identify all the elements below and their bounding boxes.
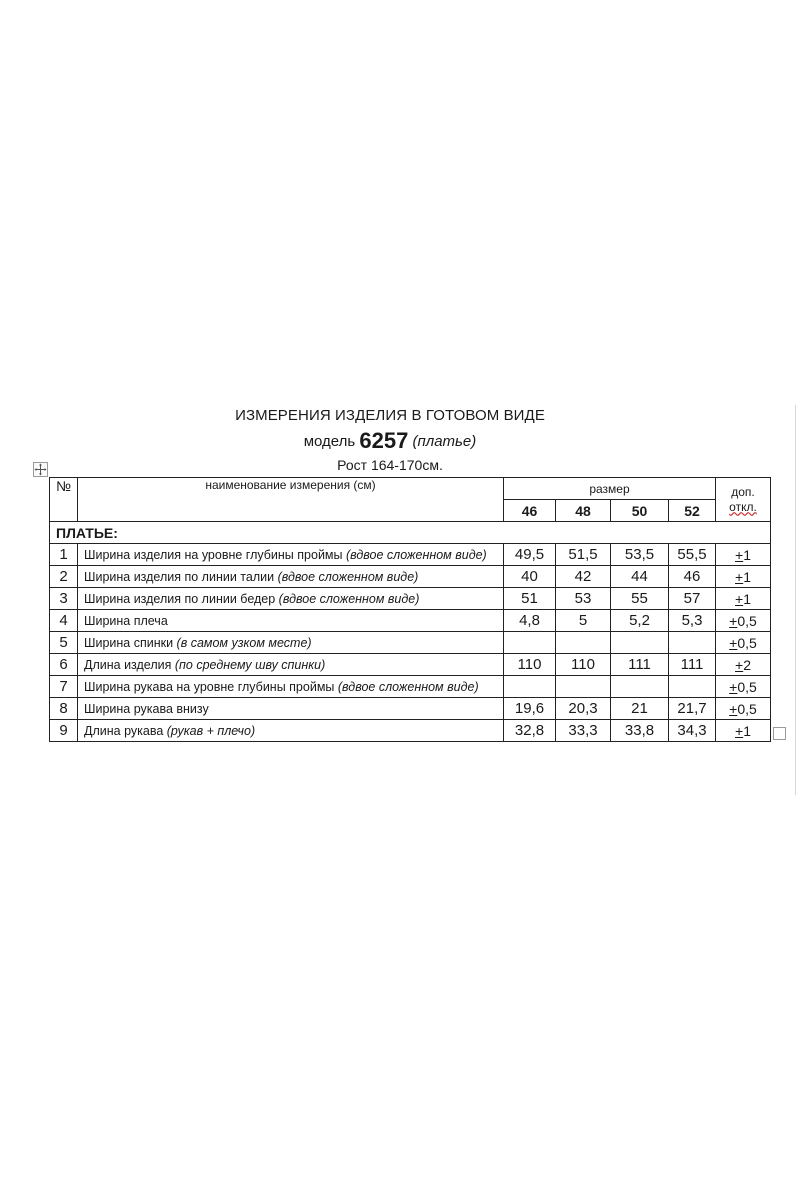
measurement-name bbox=[78, 544, 504, 566]
measurement-label: Ширина изделия на уровне глубины проймы bbox=[84, 547, 346, 562]
size-value: 5,2 bbox=[611, 610, 669, 632]
size-value: 55,5 bbox=[669, 544, 716, 566]
tolerance-sign: + bbox=[729, 700, 738, 717]
size-value bbox=[556, 632, 611, 654]
measurement-label: Ширина спинки bbox=[84, 635, 177, 650]
size-value: 57 bbox=[669, 588, 716, 610]
measurement-name bbox=[78, 698, 504, 720]
header-tolerance-line1: доп. bbox=[731, 484, 755, 499]
table-row bbox=[50, 544, 771, 566]
size-value bbox=[504, 632, 556, 654]
row-number: 7 bbox=[50, 676, 78, 698]
size-value bbox=[669, 632, 716, 654]
tolerance-value bbox=[716, 588, 771, 610]
tolerance-amount: 1 bbox=[743, 722, 751, 739]
row-number: 8 bbox=[50, 698, 78, 720]
row-number: 3 bbox=[50, 588, 78, 610]
measurement-note: (вдвое сложенном виде) bbox=[345, 547, 487, 562]
section-title: ПЛАТЬЕ: bbox=[50, 522, 771, 544]
tolerance-amount: 0,5 bbox=[737, 634, 757, 651]
size-value: 51 bbox=[504, 588, 556, 610]
measurement-note: (вдвое сложенном виде) bbox=[277, 569, 419, 584]
tolerance-sign: + bbox=[735, 656, 744, 673]
tolerance-sign: + bbox=[729, 678, 738, 695]
size-value: 110 bbox=[556, 654, 611, 676]
tolerance-value bbox=[716, 544, 771, 566]
measurement-name bbox=[78, 566, 504, 588]
measurement-label: Ширина изделия по линии бедер bbox=[84, 591, 279, 606]
measurement-note: (вдвое сложенном виде) bbox=[278, 591, 420, 606]
measurement-label: Ширина плеча bbox=[84, 613, 168, 628]
table-row bbox=[50, 588, 771, 610]
tolerance-value bbox=[716, 610, 771, 632]
measurement-name bbox=[78, 632, 504, 654]
size-value: 34,3 bbox=[669, 720, 716, 742]
size-value: 33,8 bbox=[611, 720, 669, 742]
measurement-label: Ширина рукава внизу bbox=[84, 701, 209, 716]
size-value: 46 bbox=[669, 566, 716, 588]
size-header: 50 bbox=[611, 500, 669, 522]
header-size-group: размер bbox=[504, 478, 716, 500]
tolerance-sign: + bbox=[735, 722, 744, 739]
tolerance-amount: 1 bbox=[743, 590, 751, 607]
size-value: 19,6 bbox=[504, 698, 556, 720]
size-value: 55 bbox=[611, 588, 669, 610]
model-line bbox=[0, 428, 780, 454]
size-value bbox=[504, 676, 556, 698]
measurement-name bbox=[78, 720, 504, 742]
size-header: 52 bbox=[669, 500, 716, 522]
size-value: 53,5 bbox=[611, 544, 669, 566]
size-value: 33,3 bbox=[556, 720, 611, 742]
size-value: 21 bbox=[611, 698, 669, 720]
tolerance-value bbox=[716, 654, 771, 676]
measurement-note: (в самом узком месте) bbox=[176, 635, 312, 650]
size-value: 40 bbox=[504, 566, 556, 588]
table-row bbox=[50, 698, 771, 720]
row-number: 2 bbox=[50, 566, 78, 588]
model-label: модель bbox=[303, 433, 356, 450]
table-row bbox=[50, 566, 771, 588]
tolerance-value bbox=[716, 566, 771, 588]
size-header: 46 bbox=[504, 500, 556, 522]
table-resize-handle-icon[interactable] bbox=[773, 727, 786, 740]
header-no: № bbox=[50, 478, 78, 522]
tolerance-value bbox=[716, 698, 771, 720]
table-header-row bbox=[50, 478, 771, 500]
measurement-note: (по среднему шву спинки) bbox=[174, 657, 326, 672]
size-header: 48 bbox=[556, 500, 611, 522]
size-value: 111 bbox=[611, 654, 669, 676]
tolerance-sign: + bbox=[735, 546, 744, 563]
header-tolerance-line2: откл. bbox=[729, 499, 757, 514]
size-value: 110 bbox=[504, 654, 556, 676]
table-move-handle-icon[interactable] bbox=[33, 462, 48, 477]
tolerance-value bbox=[716, 720, 771, 742]
size-value bbox=[669, 676, 716, 698]
measurement-label: Длина рукава bbox=[84, 723, 167, 738]
size-value: 42 bbox=[556, 566, 611, 588]
row-number: 9 bbox=[50, 720, 78, 742]
section-row bbox=[50, 522, 771, 544]
size-value: 44 bbox=[611, 566, 669, 588]
row-number: 1 bbox=[50, 544, 78, 566]
size-value: 5 bbox=[556, 610, 611, 632]
document-title: ИЗМЕРЕНИЯ ИЗДЕЛИЯ В ГОТОВОМ ВИДЕ bbox=[235, 407, 545, 424]
measurement-note: (рукав + плечо) bbox=[166, 723, 256, 738]
size-value: 4,8 bbox=[504, 610, 556, 632]
tolerance-amount: 1 bbox=[743, 568, 751, 585]
table-row bbox=[50, 654, 771, 676]
row-number: 5 bbox=[50, 632, 78, 654]
table-row bbox=[50, 610, 771, 632]
size-value bbox=[611, 632, 669, 654]
tolerance-amount: 0,5 bbox=[737, 700, 757, 717]
model-number: 6257 bbox=[359, 428, 409, 453]
measurement-name bbox=[78, 654, 504, 676]
size-value: 111 bbox=[669, 654, 716, 676]
size-value bbox=[556, 676, 611, 698]
model-type: (платье) bbox=[412, 433, 477, 450]
height-range: Рост 164-170см. bbox=[337, 457, 443, 473]
tolerance-sign: + bbox=[729, 634, 738, 651]
tolerance-amount: 1 bbox=[743, 546, 751, 563]
tolerance-sign: + bbox=[729, 612, 738, 629]
measurements-table bbox=[49, 477, 771, 742]
size-value bbox=[611, 676, 669, 698]
row-number: 4 bbox=[50, 610, 78, 632]
table-row bbox=[50, 676, 771, 698]
tolerance-value bbox=[716, 632, 771, 654]
tolerance-amount: 2 bbox=[743, 656, 751, 673]
page-edge-line bbox=[795, 405, 796, 795]
table-row bbox=[50, 720, 771, 742]
size-value: 5,3 bbox=[669, 610, 716, 632]
tolerance-sign: + bbox=[735, 568, 744, 585]
tolerance-sign: + bbox=[735, 590, 744, 607]
row-number: 6 bbox=[50, 654, 78, 676]
measurement-name bbox=[78, 676, 504, 698]
header-name: наименование измерения (см) bbox=[78, 478, 504, 522]
size-value: 21,7 bbox=[669, 698, 716, 720]
measurement-label: Ширина рукава на уровне глубины проймы bbox=[84, 679, 338, 694]
size-value: 53 bbox=[556, 588, 611, 610]
measurement-note: (вдвое сложенном виде) bbox=[337, 679, 479, 694]
tolerance-value bbox=[716, 676, 771, 698]
measurement-label: Ширина изделия по линии талии bbox=[84, 569, 278, 584]
size-value: 51,5 bbox=[556, 544, 611, 566]
size-value: 32,8 bbox=[504, 720, 556, 742]
measurement-label: Длина изделия bbox=[84, 657, 175, 672]
tolerance-amount: 0,5 bbox=[737, 678, 757, 695]
measurement-name bbox=[78, 610, 504, 632]
size-value: 20,3 bbox=[556, 698, 611, 720]
header-tolerance bbox=[716, 478, 771, 522]
tolerance-amount: 0,5 bbox=[737, 612, 757, 629]
measurement-name bbox=[78, 588, 504, 610]
table-row bbox=[50, 632, 771, 654]
size-value: 49,5 bbox=[504, 544, 556, 566]
